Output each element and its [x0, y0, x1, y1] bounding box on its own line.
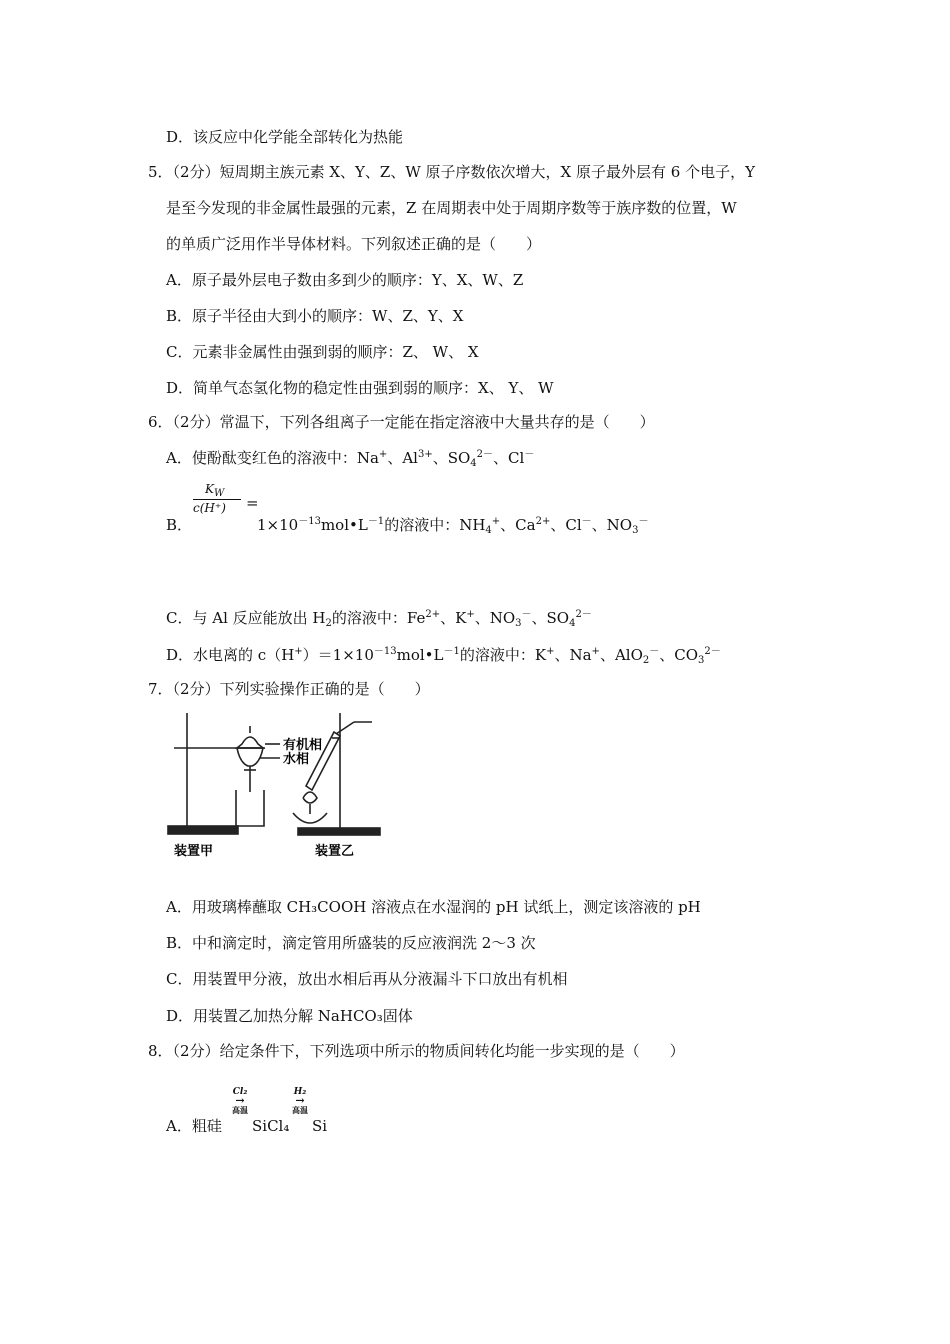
q7-option-c: C．用装置甲分液，放出水相后再从分液漏斗下口放出有机相 [166, 970, 568, 988]
q7-option-a: A．用玻璃棒蘸取 CH₃COOH 溶液点在水湿润的 pH 试纸上，测定该溶液的 pH [166, 898, 701, 916]
q6-option-b-text: $1\times 10^{-13}mol•L^{-1}$的溶液中：$NH_4^+$、$Ca^{2+}$、Cl－、$NO_3^-$ [257, 516, 649, 536]
q7-option-d: D．用装置乙加热分解 NaHCO₃固体 [166, 1007, 413, 1025]
q6-stem: 6．（2分）常温下，下列各组离子一定能在指定溶液中大量共存的是（ ） [148, 413, 655, 431]
q6-option-d: D．水电离的 $c(H^+)=1\times 10^{-13}mol•L^{-1}$的溶液中：K+、Na+、AlO$_2$－、$CO_3^{2-}$ [166, 646, 721, 666]
reaction-arrow-1 [229, 1087, 251, 1116]
reaction-arrow-2 [289, 1087, 311, 1116]
q5-stem-line-3: 的单质广泛用作半导体材料。下列叙述正确的是（ ） [166, 235, 542, 253]
q6-option-a-prefix: A．使酚酞变红色的溶液中： [166, 449, 357, 467]
stand-base-a [168, 826, 238, 834]
q7-option-b: B．中和滴定时，滴定管用所盛装的反应液润洗 2～3 次 [166, 934, 536, 952]
q8-option-a-prefix: A．粗硅 [166, 1117, 222, 1135]
q6-option-d-prefix: D．水电离的 c（H [166, 646, 295, 664]
q7-stem: 7．（2分）下列实验操作正确的是（ ） [148, 680, 430, 698]
apparatus-figure [160, 708, 400, 868]
q5-option-c: C．元素非金属性由强到弱的顺序：Z、 W、 X [166, 343, 479, 361]
caption-device-b: 装置乙 [315, 844, 355, 859]
q5-option-b: B．原子半径由大到小的顺序：W、Z、Y、X [166, 307, 464, 325]
q6-option-b-label: B． [166, 516, 193, 534]
delivery-tube [336, 722, 354, 734]
fraction-bar [193, 499, 241, 500]
q5-stem-line-1: 5．（2分）短周期主族元素 X、Y、Z、W 原子序数依次增大，X 原子最外层有 6 个电子，Y [148, 163, 755, 181]
caption-device-a: 装置甲 [174, 844, 214, 859]
fraction-numerator: $K_W$ [205, 482, 225, 499]
q6-option-c-prefix: C．与 Al 反应能放出 H [166, 609, 326, 627]
q6-option-a: A．使酚酞变红色的溶液中：Na+、$Al^{3+}$、$SO_4^{2-}$、Cl－ [166, 449, 535, 469]
flame [303, 792, 317, 803]
funnel-water-part [237, 748, 263, 766]
beaker [236, 790, 264, 826]
arrow-2-condition-top: H₂ [293, 1087, 307, 1097]
arrow-1-condition-top: Cl₂ [232, 1087, 248, 1097]
equals-sign: = [246, 494, 259, 512]
fraction-denominator: c(H⁺) [193, 501, 226, 515]
q5-stem-line-2: 是至今发现的非金属性最强的元素，Z 在周期表中处于周期序数等于族序数的位置，W [166, 199, 737, 217]
label-water: 水相 [283, 752, 310, 767]
arrow-1-glyph: → [235, 1094, 245, 1107]
label-organic: 有机相 [283, 738, 323, 753]
q8-product: Si [312, 1117, 328, 1135]
stand-base-b [298, 828, 380, 835]
q5-option-d: D．简单气态氢化物的稳定性由强到弱的顺序：X、 Y、 W [166, 379, 554, 397]
funnel-organic-part [237, 737, 263, 748]
arrow-2-condition-bottom: 高温 [292, 1105, 308, 1115]
arrow-2-glyph: → [295, 1094, 305, 1107]
arrow-1-condition-bottom: 高温 [232, 1105, 248, 1115]
q8-intermediate: SiCl₄ [252, 1117, 290, 1135]
q5-option-a: A．原子最外层电子数由多到少的顺序：Y、X、W、Z [166, 271, 524, 289]
q4-option-d: D．该反应中化学能全部转化为热能 [166, 128, 404, 146]
alcohol-lamp [293, 813, 327, 823]
q8-stem: 8．（2分）给定条件下，下列选项中所示的物质间转化均能一步实现的是（ ） [148, 1042, 685, 1060]
q6-option-c: C．与 Al 反应能放出 $H_2$的溶液中：$Fe^{2+}$、K+、$NO_3^-$、$SO_4^{2-}$ [166, 609, 592, 629]
